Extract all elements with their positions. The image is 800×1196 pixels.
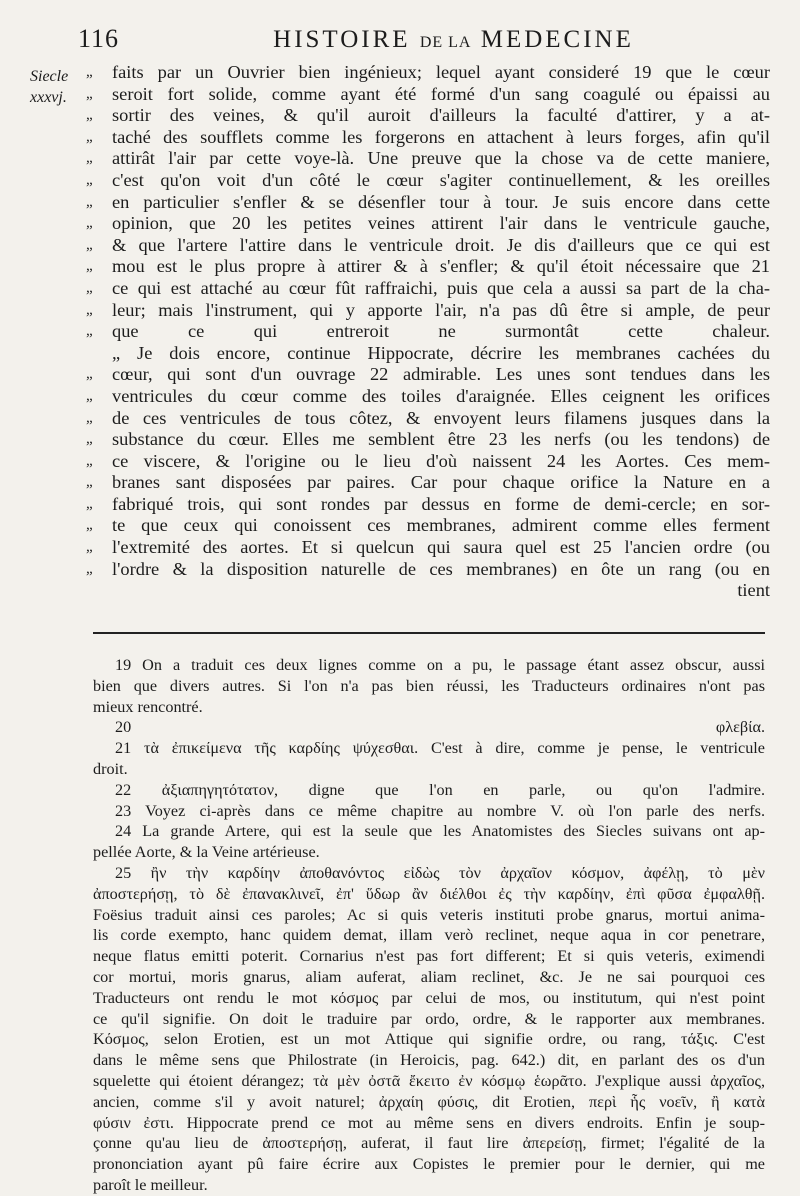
footnote-line: ce qu'il signifie. On doit le traduire par ordo, ordre, & le rapporter aux membranes. (93, 1009, 765, 1028)
quote-mark: „ (86, 539, 93, 556)
footnote-line: lis corde exempto, hanc quidem demat, illam verò reclinet, neque aqua in cor penetrare, (93, 926, 765, 945)
margin-note-line: xxxvj. (30, 89, 67, 106)
text-line-content: sortir des veines, & qu'il auroit d'ailleurs la faculté d'attirer, y a at- (112, 105, 770, 126)
footnote-line: 23 Voyez ci-après dans ce même chapitre au nombre V. où l'on parle des nerfs. (115, 801, 765, 820)
text-line-content: en particulier s'enfler & se désenfler tour à tour. Je suis encore dans cette (112, 191, 770, 212)
text-line (86, 321, 770, 343)
text-line-content: te que ceux qui conoissent ces membranes, admirent comme elles ferment (112, 515, 770, 536)
text-line (86, 235, 770, 257)
text-line (86, 408, 770, 430)
quote-mark: „ (86, 301, 93, 318)
text-line (86, 494, 770, 516)
text-line (86, 515, 770, 537)
footnote-line: Κόσμος, selon Erotien, est un mot Attique qui signifie ordre, ou rang, τάξις. C'est (93, 1030, 765, 1049)
text-line (86, 192, 770, 214)
quote-mark: „ (86, 517, 93, 534)
text-line-content: que ce qui entreroit ne surmontât cette chaleur. (112, 321, 770, 342)
quote-mark: „ (86, 474, 93, 491)
running-header (78, 24, 778, 58)
footnote-line: ἀποστερήσῃ, τὸ δὲ ἐπανακλινεῖ, ἐπ' ὕδωρ ἂν διέλθοι ἐς τὴν καρδίην, ἐπὶ φῦσα ἐμφαλθῇ. (93, 884, 765, 903)
text-line-content: ventricules du cœur comme des toiles d'araignée. Elles ceignent les orifices (112, 385, 770, 406)
text-line (86, 343, 770, 365)
text-line (86, 256, 770, 278)
quote-mark: „ (86, 236, 93, 253)
footnote-line: squelette qui étoient dérangez; τὰ μὲν ὀστᾶ ἔκειτο ἐν κόσμῳ ἑωρᾶτο. J'explique aussi ἀρχαῖος, (93, 1071, 765, 1090)
text-line-content: c'est qu'on voit d'un côté le cœur s'agiter continuellement, & les oreilles (112, 169, 770, 190)
footnote-line: neque flatus emitti poterit. Cornarius n'est pas fort different; Et si quis veteris, eximendi (93, 947, 765, 966)
quote-mark: „ (86, 279, 93, 296)
text-line (86, 62, 770, 84)
margin-note-line: Siecle (30, 68, 69, 85)
text-line (86, 559, 770, 581)
text-line-content: cœur, qui sont d'un ouvrage 22 admirable. Les unes sont tendues dans les (112, 364, 770, 385)
page-number: 116 (78, 24, 120, 53)
text-line (86, 105, 770, 127)
quote-mark: „ (86, 64, 93, 80)
quote-mark: „ (86, 128, 93, 145)
running-title (119, 26, 778, 54)
text-line (86, 537, 770, 559)
quote-mark: „ (86, 452, 93, 469)
footnotes (93, 655, 765, 1196)
text-line-content: mou est le plus propre à attirer & à s'enfler; & qu'il étoit nécessaire que 21 (112, 256, 770, 277)
text-line-content: ce viscere, & l'origine ou le lieu d'où naissent 24 les Aortes. Ces mem- (112, 450, 770, 471)
text-line-content: taché des soufflets comme les forgerons en attachent à leurs forges, afin qu'il (112, 126, 770, 147)
text-line-content: ce qui est attaché au cœur fût raffraichi, puis que cela a aussi sa part de la cha- (112, 277, 770, 298)
footnote-line: paroît le meilleur. (93, 1175, 208, 1194)
quote-mark: „ (86, 215, 93, 232)
text-line (86, 386, 770, 408)
quote-mark: „ (86, 171, 93, 188)
text-line (86, 148, 770, 170)
text-line (86, 472, 770, 494)
quote-mark: „ (86, 366, 93, 383)
text-line-content: de ces ventricules de tous côtez, & envoyent leurs filamens jusques dans la (112, 407, 770, 428)
text-line-content: „ Je dois encore, continue Hippocrate, décrire les membranes cachées du (112, 342, 770, 363)
footnote-line: Traducteurs ont rendu le mot κόσμος par celui de mos, ou institutum, qui n'est point (93, 988, 765, 1007)
quote-mark (86, 343, 112, 365)
quote-mark: „ (86, 495, 93, 512)
quote-mark: „ (86, 107, 93, 124)
footnote-line: 25 ἢν τὴν καρδίην ἀποθανόντος εἰδὼς τὸν ἀρχαῖον κόσμον, ἀφέλῃ, τὸ μὲν (115, 863, 765, 882)
main-text (86, 62, 770, 602)
text-line-content: attirât l'air par cette voye-là. Une preuve que la chose va de cette maniere, (112, 148, 770, 169)
text-line (86, 170, 770, 192)
text-line-content: leur; mais l'instrument, qui y apporte l'air, n'a pas dû être si ample, de peur (112, 299, 770, 320)
text-line-content: opinion, que 20 les petites veines attirent l'air dans le ventricule gauche, (112, 213, 770, 234)
text-line (86, 300, 770, 322)
text-line-content: faits par un Ouvrier bien ingénieux; lequel ayant consideré 19 que le cœur (112, 62, 770, 82)
footnote-line: prononciation ayant pû faire écrire aux Copistes le premier pour le dernier, qui me (93, 1155, 765, 1174)
title-medecine: MEDECINE (480, 26, 634, 53)
text-line-content: l'ordre & la disposition naturelle de ces membranes) en ôte un rang (ou en (112, 558, 770, 579)
footnote-line: cor mortui, moris gnarus, aliam auferat, aliam reclinet, &c. Je ne sai pourquoi ces (93, 967, 765, 986)
title-histoire: HISTOIRE (273, 26, 411, 53)
footnote-line: dans le même sens que Philostrate (in Heroicis, pag. 642.) dit, en parlant des os d'un (93, 1051, 765, 1070)
footnote-line: 21 τὰ ἐπικείμενα τῆς καρδίης ψύχεσθαι. C'est à dire, comme je pense, le ventricule (115, 739, 765, 758)
footnote-line: ancien, comme s'il y avoit naturel; ἀρχαίη φύσις, dit Erotien, περὶ ἧς νοεῖν, ἢ κατὰ (93, 1092, 765, 1111)
footnote-line: bien que divers autres. Si l'on n'a pas bien réussi, les Traducteurs ordinaires n'ont pas (93, 676, 765, 695)
quote-mark: „ (86, 560, 93, 577)
footnote-line: pellée Aorte, & la Veine artérieuse. (93, 843, 320, 862)
footnote-rule (93, 632, 765, 634)
quote-mark: „ (86, 387, 93, 404)
footnote-line: 19 On a traduit ces deux lignes comme on a pu, le passage étant assez obscur, aussi (115, 656, 765, 674)
quote-mark: „ (86, 85, 93, 102)
text-line (86, 213, 770, 235)
margin-note (30, 66, 86, 108)
text-line (86, 429, 770, 451)
text-line (86, 451, 770, 473)
quote-mark: „ (86, 431, 93, 448)
text-line-content: branes sant disposées par paires. Car pour chaque orifice la Nature en a (112, 472, 770, 493)
title-de-la: DE LA (419, 34, 472, 51)
footnote-line: çonne qu'au lieu de ἀποστερήσῃ, auferat, il faut lire ἀπερείσῃ, firmet; l'égalité de la (93, 1134, 765, 1153)
quote-mark: „ (86, 150, 93, 167)
text-line (86, 278, 770, 300)
quote-mark (86, 580, 112, 602)
text-line (86, 84, 770, 106)
footnote-line: 22 ἀξιαπηγητότατον, digne que l'on en parle, ou qu'on l'admire. (115, 780, 765, 799)
footnote-line: 24 La grande Artere, qui est la seule que les Anatomistes des Siecles suivans ont ap- (115, 822, 765, 841)
quote-mark: „ (86, 409, 93, 426)
footnote-line: φύσιν ἐστι. Hippocrate prend ce mot au même sens en divers endroits. Enfin je soup- (93, 1113, 765, 1132)
footnote-line: 20 φλεβία. (115, 718, 765, 737)
text-line-content: & que l'artere l'attire dans le ventricule droit. Je dis d'ailleurs que ce qui est (112, 234, 770, 255)
text-line (86, 580, 770, 602)
footnote-line: Foësius traduit ainsi ces paroles; Ac si quis veteris instituti probe gnarus, mortui anima- (93, 905, 765, 924)
text-line (86, 127, 770, 149)
footnote-line: droit. (93, 759, 128, 778)
text-line-content: substance du cœur. Elles me semblent être 23 les nerfs (ou les tendons) de (112, 429, 770, 450)
text-line-content: seroit fort solide, comme ayant été formé d'un sang coagulé ou épaissi au (112, 83, 770, 104)
quote-mark: „ (86, 193, 93, 210)
quote-mark: „ (86, 323, 93, 340)
footnote-line: mieux rencontré. (93, 697, 203, 716)
text-line-content: fabriqué trois, qui sont rondes par dessus en forme de demi-cercle; en sor- (112, 493, 770, 514)
quote-mark: „ (86, 258, 93, 275)
text-line-content: l'extremité des aortes. Et si quelcun qui saura quel est 25 l'ancien ordre (ou (112, 537, 770, 558)
text-line-content: tient (737, 580, 770, 601)
text-line (86, 364, 770, 386)
